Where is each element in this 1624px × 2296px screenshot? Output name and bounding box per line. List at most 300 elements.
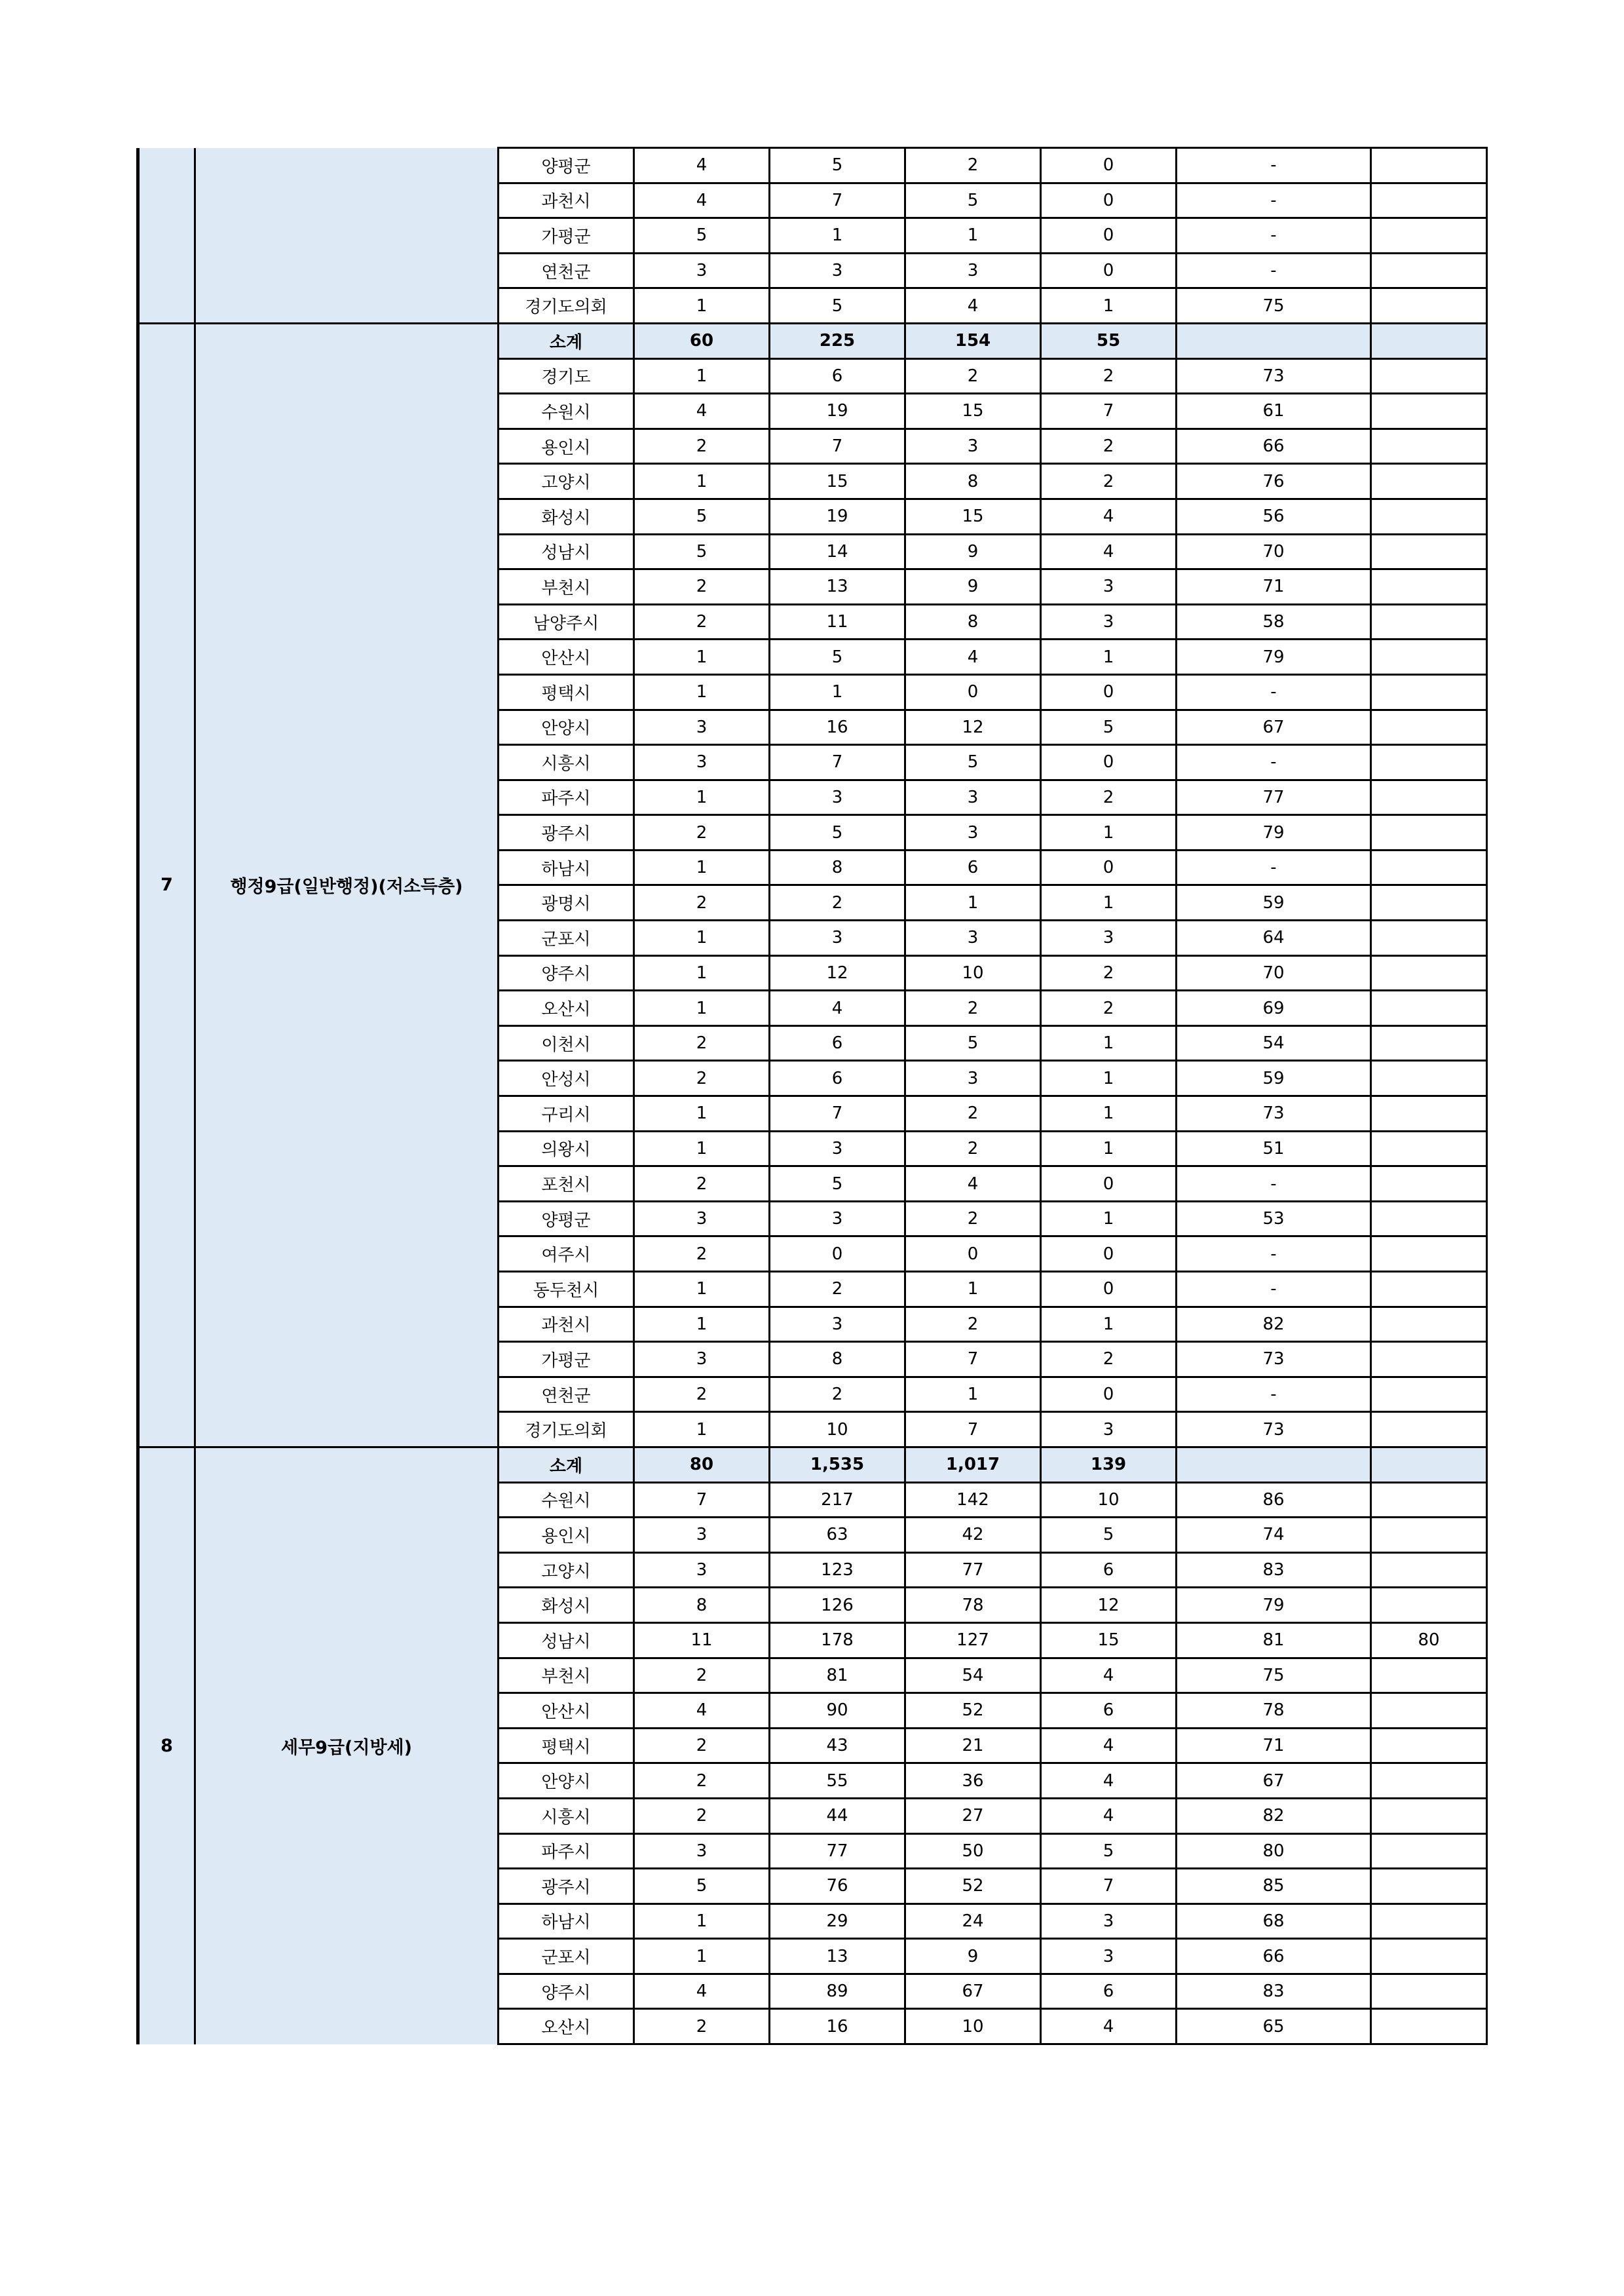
cell-col-c: 2 [905,1201,1041,1236]
cell-col-a: 5 [634,218,770,254]
cell-col-c: 9 [905,1939,1041,1974]
cell-col-c: 1 [905,885,1041,921]
cell-col-b: 8 [770,1342,905,1377]
cell-col-f [1371,1833,1487,1869]
cell-col-a: 2 [634,1061,770,1096]
cell-col-c: 21 [905,1728,1041,1763]
cell-col-b: 11 [770,604,905,640]
cell-col-a: 80 [634,1447,770,1482]
cell-agency: 고양시 [499,464,634,499]
cell-col-c: 5 [905,745,1041,780]
cell-col-d: 4 [1041,1798,1177,1833]
cell-col-e: 74 [1177,1518,1371,1553]
cell-agency: 시흥시 [499,745,634,780]
cell-col-a: 1 [634,780,770,815]
cell-agency: 소계 [499,1447,634,1482]
cell-col-d: 0 [1041,183,1177,218]
cell-col-c: 9 [905,534,1041,569]
cell-col-f [1371,710,1487,745]
cell-col-e: 85 [1177,1869,1371,1904]
cell-col-f [1371,429,1487,464]
cell-col-d: 1 [1041,288,1177,324]
cell-col-a: 4 [634,394,770,429]
cell-col-b: 7 [770,745,905,780]
cell-col-e: 79 [1177,1588,1371,1623]
cell-col-e: 73 [1177,1096,1371,1132]
cell-col-b: 8 [770,850,905,885]
cell-col-f [1371,1904,1487,1939]
cell-col-d: 10 [1041,1482,1177,1518]
cell-col-d: 5 [1041,1833,1177,1869]
cell-col-a: 2 [634,1166,770,1202]
cell-col-e: 73 [1177,1412,1371,1447]
cell-col-c: 3 [905,253,1041,288]
cell-col-d: 3 [1041,569,1177,605]
cell-col-b: 5 [770,1166,905,1202]
cell-col-b: 16 [770,710,905,745]
cell-col-f [1371,991,1487,1026]
cell-col-b: 12 [770,955,905,991]
cell-col-c: 2 [905,991,1041,1026]
cell-col-d: 4 [1041,1658,1177,1693]
cell-col-f [1371,1658,1487,1693]
cell-agency: 하남시 [499,850,634,885]
recruitment-results-table [136,147,1488,2045]
cell-col-c: 0 [905,1236,1041,1272]
cell-col-d: 4 [1041,1763,1177,1799]
cell-col-b: 29 [770,1904,905,1939]
cell-col-a: 3 [634,1342,770,1377]
subtotal-row [138,323,1487,358]
cell-col-a: 11 [634,1622,770,1658]
cell-col-b: 10 [770,1412,905,1447]
cell-col-c: 67 [905,1974,1041,2009]
cell-col-c: 3 [905,780,1041,815]
cell-col-d: 15 [1041,1622,1177,1658]
cell-col-e: 59 [1177,885,1371,921]
cell-col-d: 6 [1041,1552,1177,1588]
cell-col-a: 2 [634,1377,770,1412]
cell-agency: 연천군 [499,1377,634,1412]
cell-col-f [1371,1588,1487,1623]
cell-col-b: 2 [770,1377,905,1412]
cell-col-d: 4 [1041,499,1177,534]
cell-col-c: 2 [905,1096,1041,1132]
cell-agency: 수원시 [499,1482,634,1518]
cell-col-e: - [1177,1236,1371,1272]
cell-col-b: 89 [770,1974,905,2009]
cell-col-e: 75 [1177,1658,1371,1693]
cell-col-d: 2 [1041,358,1177,394]
cell-col-f [1371,780,1487,815]
cell-col-a: 1 [634,1307,770,1342]
cell-col-d: 2 [1041,464,1177,499]
cell-col-e: - [1177,745,1371,780]
cell-col-a: 1 [634,1904,770,1939]
cell-col-a: 2 [634,1728,770,1763]
group-number [138,148,195,324]
cell-col-a: 7 [634,1482,770,1518]
cell-col-a: 2 [634,885,770,921]
cell-col-f [1371,1061,1487,1096]
cell-col-d: 4 [1041,534,1177,569]
cell-col-c: 1,017 [905,1447,1041,1482]
cell-agency: 경기도의회 [499,1412,634,1447]
cell-col-b: 5 [770,288,905,324]
cell-col-a: 1 [634,358,770,394]
cell-col-e: 67 [1177,1763,1371,1799]
cell-agency: 안양시 [499,710,634,745]
cell-col-d: 5 [1041,710,1177,745]
cell-agency: 화성시 [499,499,634,534]
cell-col-c: 1 [905,1377,1041,1412]
cell-col-b: 13 [770,569,905,605]
cell-col-b: 123 [770,1552,905,1588]
cell-col-b: 7 [770,429,905,464]
cell-col-c: 10 [905,955,1041,991]
cell-col-b: 19 [770,394,905,429]
cell-col-a: 3 [634,253,770,288]
cell-col-d: 2 [1041,429,1177,464]
cell-agency: 오산시 [499,2009,634,2044]
cell-col-f [1371,1025,1487,1061]
cell-col-f [1371,745,1487,780]
cell-col-d: 7 [1041,1869,1177,1904]
cell-col-b: 3 [770,780,905,815]
cell-col-a: 4 [634,148,770,183]
cell-col-e: 70 [1177,955,1371,991]
cell-col-b: 76 [770,1869,905,1904]
cell-col-b: 19 [770,499,905,534]
cell-col-a: 1 [634,921,770,956]
cell-col-e: 64 [1177,921,1371,956]
cell-col-c: 6 [905,850,1041,885]
cell-col-c: 1 [905,1272,1041,1307]
cell-col-d: 1 [1041,1131,1177,1166]
cell-col-a: 3 [634,710,770,745]
cell-col-b: 2 [770,885,905,921]
cell-col-b: 1 [770,218,905,254]
cell-agency: 평택시 [499,674,634,710]
cell-col-e: 77 [1177,780,1371,815]
cell-col-e: 59 [1177,1061,1371,1096]
cell-col-d: 1 [1041,885,1177,921]
cell-col-f [1371,1939,1487,1974]
cell-col-e: 54 [1177,1025,1371,1061]
group-category: 행정9급(일반행정)(저소득층) [195,323,499,1447]
cell-agency: 평택시 [499,1728,634,1763]
cell-col-a: 4 [634,183,770,218]
cell-agency: 고양시 [499,1552,634,1588]
cell-col-e: - [1177,218,1371,254]
cell-col-e: 75 [1177,288,1371,324]
cell-col-c: 3 [905,815,1041,851]
cell-col-d: 2 [1041,1342,1177,1377]
cell-agency: 안산시 [499,1693,634,1729]
cell-col-f [1371,1482,1487,1518]
cell-agency: 가평군 [499,1342,634,1377]
cell-agency: 경기도 [499,358,634,394]
cell-col-a: 2 [634,1025,770,1061]
cell-col-b: 90 [770,1693,905,1729]
cell-agency: 구리시 [499,1096,634,1132]
cell-col-c: 1 [905,218,1041,254]
cell-col-b: 13 [770,1939,905,1974]
cell-col-e: 86 [1177,1482,1371,1518]
cell-col-b: 15 [770,464,905,499]
cell-col-d: 1 [1041,1025,1177,1061]
cell-col-f [1371,1693,1487,1729]
cell-col-f [1371,1974,1487,2009]
cell-col-c: 3 [905,1061,1041,1096]
cell-agency: 수원시 [499,394,634,429]
cell-col-e: 68 [1177,1904,1371,1939]
cell-col-a: 1 [634,1272,770,1307]
cell-agency: 연천군 [499,253,634,288]
cell-col-c: 77 [905,1552,1041,1588]
cell-col-f [1371,604,1487,640]
cell-col-f [1371,1377,1487,1412]
cell-agency: 안양시 [499,1763,634,1799]
cell-agency: 포천시 [499,1166,634,1202]
cell-agency: 부천시 [499,569,634,605]
cell-col-b: 4 [770,991,905,1026]
cell-col-d: 0 [1041,253,1177,288]
cell-col-f [1371,148,1487,183]
cell-col-d: 0 [1041,674,1177,710]
cell-col-b: 5 [770,815,905,851]
cell-col-a: 3 [634,1201,770,1236]
cell-col-e: 82 [1177,1307,1371,1342]
cell-col-f [1371,1272,1487,1307]
cell-col-a: 1 [634,991,770,1026]
cell-col-f [1371,1236,1487,1272]
cell-col-d: 0 [1041,218,1177,254]
cell-col-c: 54 [905,1658,1041,1693]
cell-col-e: - [1177,1272,1371,1307]
cell-col-c: 10 [905,2009,1041,2044]
cell-col-b: 63 [770,1518,905,1553]
cell-col-f [1371,288,1487,324]
cell-col-a: 5 [634,1869,770,1904]
cell-col-b: 43 [770,1728,905,1763]
cell-col-d: 0 [1041,1272,1177,1307]
cell-col-c: 127 [905,1622,1041,1658]
cell-agency: 하남시 [499,1904,634,1939]
cell-col-b: 126 [770,1588,905,1623]
cell-agency: 과천시 [499,183,634,218]
cell-col-d: 2 [1041,780,1177,815]
cell-col-d: 6 [1041,1974,1177,2009]
cell-col-a: 3 [634,1833,770,1869]
cell-col-f [1371,1763,1487,1799]
cell-col-d: 3 [1041,1904,1177,1939]
cell-col-d: 3 [1041,604,1177,640]
cell-col-f [1371,885,1487,921]
cell-col-d: 0 [1041,850,1177,885]
cell-col-c: 24 [905,1904,1041,1939]
cell-col-d: 1 [1041,640,1177,675]
cell-col-a: 1 [634,674,770,710]
cell-col-f [1371,1096,1487,1132]
cell-agency: 동두천시 [499,1272,634,1307]
cell-col-e: - [1177,148,1371,183]
cell-col-e: 53 [1177,1201,1371,1236]
cell-agency: 군포시 [499,1939,634,1974]
cell-col-b: 2 [770,1272,905,1307]
cell-col-e: 76 [1177,464,1371,499]
cell-col-c: 2 [905,1131,1041,1166]
cell-col-b: 6 [770,1061,905,1096]
cell-col-b: 0 [770,1236,905,1272]
cell-col-a: 2 [634,1763,770,1799]
cell-col-c: 2 [905,358,1041,394]
cell-col-f [1371,1166,1487,1202]
cell-col-e: 65 [1177,2009,1371,2044]
cell-agency: 과천시 [499,1307,634,1342]
cell-col-d: 1 [1041,1061,1177,1096]
cell-col-e: 82 [1177,1798,1371,1833]
cell-col-e: - [1177,183,1371,218]
cell-col-b: 1,535 [770,1447,905,1482]
cell-col-b: 44 [770,1798,905,1833]
subtotal-row [138,1447,1487,1482]
cell-col-b: 178 [770,1622,905,1658]
cell-col-b: 3 [770,253,905,288]
cell-col-f [1371,534,1487,569]
cell-col-f [1371,1201,1487,1236]
cell-agency: 가평군 [499,218,634,254]
cell-col-b: 16 [770,2009,905,2044]
cell-col-d: 3 [1041,1939,1177,1974]
group-number: 8 [138,1447,195,2044]
cell-col-f [1371,1518,1487,1553]
cell-col-c: 5 [905,183,1041,218]
cell-col-c: 4 [905,640,1041,675]
cell-agency: 의왕시 [499,1131,634,1166]
cell-col-e: 67 [1177,710,1371,745]
cell-col-f [1371,569,1487,605]
cell-col-a: 2 [634,1658,770,1693]
cell-col-d: 1 [1041,1201,1177,1236]
cell-col-b: 1 [770,674,905,710]
cell-col-a: 3 [634,745,770,780]
cell-agency: 여주시 [499,1236,634,1272]
cell-col-d: 1 [1041,1096,1177,1132]
cell-col-c: 4 [905,1166,1041,1202]
cell-col-a: 3 [634,1552,770,1588]
cell-agency: 성남시 [499,1622,634,1658]
cell-col-c: 9 [905,569,1041,605]
cell-col-a: 1 [634,288,770,324]
cell-col-c: 4 [905,288,1041,324]
cell-agency: 오산시 [499,991,634,1026]
cell-agency: 안성시 [499,1061,634,1096]
cell-col-a: 2 [634,1236,770,1272]
cell-col-f [1371,1131,1487,1166]
cell-col-a: 1 [634,464,770,499]
cell-col-b: 6 [770,358,905,394]
cell-col-c: 50 [905,1833,1041,1869]
cell-col-e: 81 [1177,1622,1371,1658]
cell-col-a: 1 [634,1131,770,1166]
cell-col-a: 1 [634,955,770,991]
cell-col-e: 61 [1177,394,1371,429]
cell-col-d: 0 [1041,1236,1177,1272]
cell-agency: 경기도의회 [499,288,634,324]
cell-col-d: 0 [1041,1166,1177,1202]
cell-col-d: 3 [1041,1412,1177,1447]
cell-col-f [1371,640,1487,675]
cell-col-e: 79 [1177,815,1371,851]
cell-col-d: 0 [1041,745,1177,780]
cell-col-b: 7 [770,183,905,218]
cell-col-a: 1 [634,1412,770,1447]
cell-col-f [1371,218,1487,254]
cell-col-d: 1 [1041,815,1177,851]
cell-col-f [1371,1447,1487,1482]
cell-agency: 양평군 [499,1201,634,1236]
cell-col-a: 4 [634,1693,770,1729]
cell-col-d: 4 [1041,1728,1177,1763]
group-category: 세무9급(지방세) [195,1447,499,2044]
cell-col-c: 3 [905,921,1041,956]
cell-col-d: 5 [1041,1518,1177,1553]
cell-col-f [1371,499,1487,534]
cell-col-e: 71 [1177,569,1371,605]
cell-col-f [1371,1307,1487,1342]
cell-col-c: 154 [905,323,1041,358]
cell-col-c: 15 [905,499,1041,534]
cell-col-a: 5 [634,534,770,569]
cell-col-f [1371,253,1487,288]
group-number: 7 [138,323,195,1447]
cell-col-a: 2 [634,604,770,640]
cell-col-b: 5 [770,640,905,675]
cell-agency: 시흥시 [499,1798,634,1833]
cell-col-e: 70 [1177,534,1371,569]
cell-col-e [1177,323,1371,358]
cell-col-a: 2 [634,2009,770,2044]
cell-col-b: 3 [770,921,905,956]
cell-agency: 성남시 [499,534,634,569]
cell-col-c: 8 [905,604,1041,640]
cell-col-a: 2 [634,429,770,464]
cell-col-a: 4 [634,1974,770,2009]
cell-col-d: 2 [1041,955,1177,991]
cell-col-d: 2 [1041,991,1177,1026]
cell-col-c: 78 [905,1588,1041,1623]
cell-agency: 용인시 [499,1518,634,1553]
cell-col-f [1371,358,1487,394]
cell-col-e: - [1177,253,1371,288]
cell-col-c: 27 [905,1798,1041,1833]
table-row [138,148,1487,183]
cell-col-b: 55 [770,1763,905,1799]
cell-col-c: 2 [905,1307,1041,1342]
cell-col-b: 5 [770,148,905,183]
cell-agency: 파주시 [499,780,634,815]
cell-col-b: 7 [770,1096,905,1132]
cell-agency: 화성시 [499,1588,634,1623]
cell-col-e: - [1177,674,1371,710]
cell-col-b: 3 [770,1131,905,1166]
cell-col-f: 80 [1371,1622,1487,1658]
cell-col-f [1371,1342,1487,1377]
cell-agency: 남양주시 [499,604,634,640]
cell-col-a: 1 [634,1939,770,1974]
cell-col-c: 142 [905,1482,1041,1518]
